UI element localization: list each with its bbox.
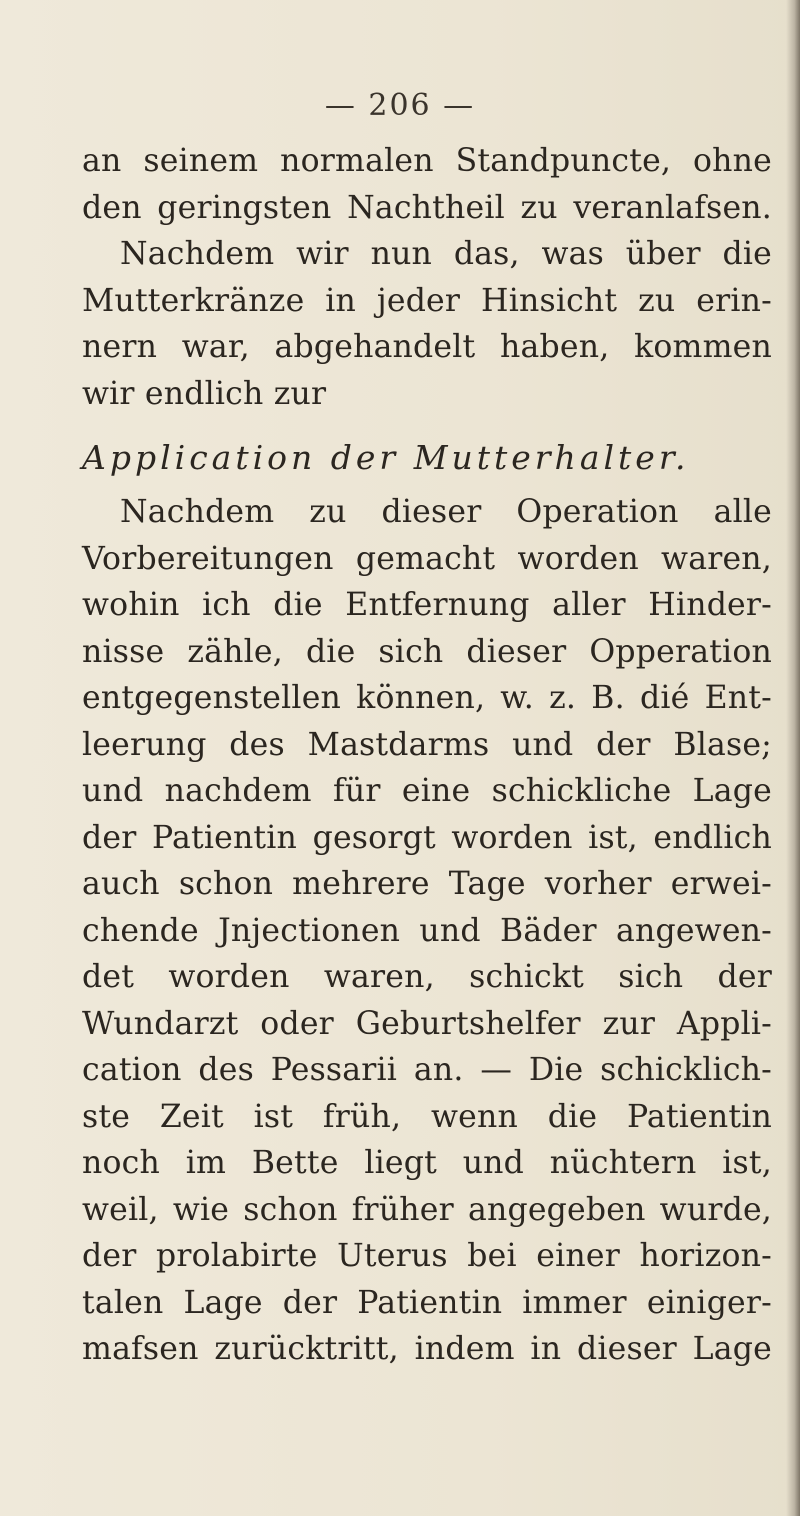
text-line: Wundarzt oder Geburtshelfer zur Appli- [82,1005,772,1042]
text-line: der prolabirte Uterus bei einer horizon- [82,1238,772,1274]
page-number: — 206 — [324,88,476,123]
text-line: cation des Pessarii an. — Die schicklich- [82,1052,772,1088]
text-line: auch schon mehrere Tage vorher erwei- [82,866,772,902]
text-line: ste Zeit ist früh, wenn die Patientin [82,1098,772,1135]
text-line: der Patientin gesorgt worden ist, endlich [82,819,772,856]
page-text [82,138,772,1373]
text-line: an seinem normalen Standpuncte, ohne [82,143,772,179]
text-line: wir endlich zur [82,375,327,412]
section-heading: Application der Mutterhalter. [82,438,690,477]
text-line: und nachdem für eine schickliche Lage [82,773,772,809]
text-line: mafsen zurücktritt, indem in dieser Lage [82,1331,772,1367]
page-edge-shadow [786,0,800,1516]
text-line: nisse zähle, die sich dieser Opperation [82,633,772,670]
text-line: nern war, abgehandelt haben, kommen [82,329,772,365]
text-line: wohin ich die Entfernung aller Hinder- [82,587,772,623]
text-line: Nachdem zu dieser Operation alle [120,494,772,530]
text-line: Nachdem wir nun das, was über die [120,236,772,272]
text-line: Vorbereitungen gemacht worden waren, [82,540,772,577]
text-line: talen Lage der Patientin immer einiger- [82,1284,772,1321]
text-line: entgegenstellen können, w. z. B. dié Ent- [82,680,772,716]
text-line: weil, wie schon früher angegeben wurde, [82,1191,772,1228]
text-line: noch im Bette liegt und nüchtern ist, [82,1145,772,1181]
text-line: det worden waren, schickt sich der [82,959,772,995]
text-line: Mutterkränze in jeder Hinsicht zu erin- [82,282,772,319]
text-line: chende Jnjectionen und Bäder angewen- [82,912,772,949]
text-line: leerung des Mastdarms und der Blase; [82,726,772,763]
text-line: den geringsten Nachtheil zu veranlafsen. [82,189,772,226]
